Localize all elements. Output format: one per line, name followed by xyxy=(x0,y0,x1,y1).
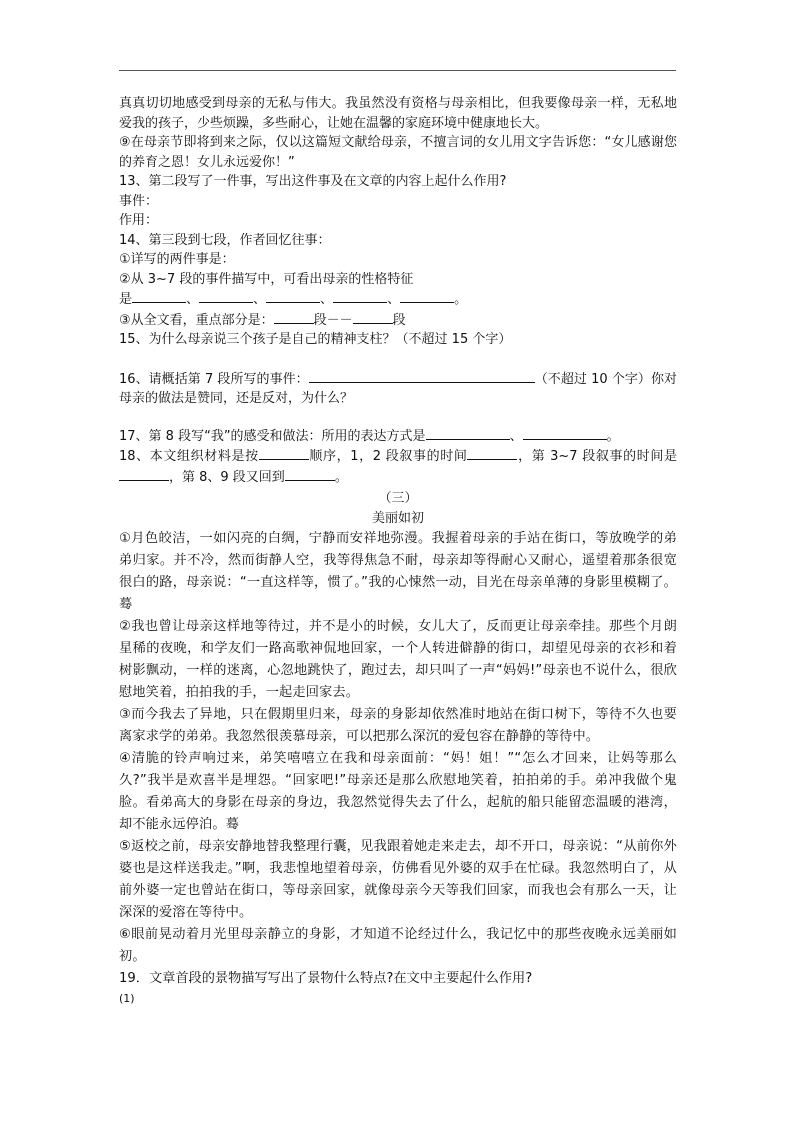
story-title: 美丽如初 xyxy=(371,510,424,526)
story-paragraph: ①月色皎洁，一如闪亮的白绸，宁静而安祥地弥漫。我握着母亲的手站在街口，等放晚学的弟弟归家。并不冷，然而街静人空，我等得焦急不耐，母亲却等得耐心又耐心，遥望着那条很宽很白的路，母亲说：“一直这样等，惯了。”我的心悚然一动，目光在母亲单薄的身影里模糊了。蓦 xyxy=(119,531,677,612)
question-13: 13、第二段写了一件事，写出这件事及在文章的内容上起什么作用? xyxy=(119,174,507,189)
question-14-item-1: ①详写的两件事是： xyxy=(119,252,235,267)
question-18: 18、本文组织材料是按 顺序，1，2 段叙事的时间 ，第 3~7 段叙事的时间是，第 8、9 段又回到 。 xyxy=(119,446,677,487)
question-14: 14、第三段到七段，作者回忆往事： xyxy=(119,232,331,248)
story-paragraph: ④清脆的铃声响过来，弟笑嘻嘻立在我和母亲面前：“妈！姐！”“怎么才回来，让妈等那么久?”我半是欢喜半是埋怨。“回家吧!”母亲还是那么欣慰地笑着，拍拍弟的手。弟冲我做个鬼脸。看弟高大的身影在母亲的身边，我忽然觉得失去了什么，起航的船只能留恋温暖的港湾，却不能永远停泊。蓦 xyxy=(119,751,677,832)
question-17: 17、第 8 段写“我”的感受和做法：所用的表达方式是 、 。 xyxy=(119,426,677,447)
answer-blank[interactable] xyxy=(333,289,387,303)
question-15: 15、为什么母亲说三个孩子是自己的精神支柱？（不超过 15 个字） xyxy=(119,332,512,347)
question-14-item-2: ②从 3~7 段的事件描写中，可看出母亲的性格特征 xyxy=(119,271,414,287)
story-paragraph: ②我也曾让母亲这样地等待过，并不是小的时候，女儿大了，反而更让母亲牵挂。那些个月朗星稀的夜晚，和学友们一路高歌神侃地回家，一个人转进僻静的街口，却望见母亲的衣衫和着树影飘动，一样的迷离，心忽地跳快了，跑过去，却只叫了一声“妈妈!”母亲也不说什么，很欣慰地笑着，拍拍我的手，一起走回家去。 xyxy=(119,619,677,700)
answer-blank[interactable] xyxy=(285,467,335,481)
answer-blank[interactable] xyxy=(426,426,510,440)
paragraph: ⑨在母亲节即将到来之际，仅以这篇短文献给母亲，不擅言词的女儿用文字告诉您：“女儿感谢您的养育之恩！女儿永远爱你！” xyxy=(119,135,677,170)
question-16: 16、请概括第 7 段所写的事件： （不超过 10 个字）你对母亲的做法是赞同，还是反对，为什么？ xyxy=(119,369,677,409)
answer-blank[interactable] xyxy=(467,446,517,460)
question-14-item-3: ③从全文看，重点部分是： 段－－ 段 xyxy=(119,310,677,331)
story-paragraph: ⑥眼前晃动着月光里母亲静立的身影，才知道不论经过什么，我记忆中的那些夜晚永远美丽如初。 xyxy=(119,927,677,964)
answer-label-event: 事件： xyxy=(119,193,159,209)
story-body xyxy=(119,528,677,990)
header-rule xyxy=(119,70,676,71)
answer-blank[interactable] xyxy=(400,289,454,303)
answer-blank[interactable] xyxy=(119,467,169,481)
story-paragraph: ⑤返校之前，母亲安静地替我整理行囊，见我跟着她走来走去，却不开口，母亲说：“从前你外婆也是这样送我走。”啊，我悲惶地望着母亲，仿佛看见外婆的双手在忙碌。我忽然明白了，从前外婆一定也曾站在街口，等母亲回家，就像母亲今天等我们回家，而我也会有那么一天，让深深的爱溶在等待中。 xyxy=(119,839,677,920)
question-19-sub-1: (1) xyxy=(119,992,135,1005)
answer-blank[interactable] xyxy=(274,310,314,324)
answer-blank[interactable] xyxy=(259,446,309,460)
document-body xyxy=(119,94,677,1008)
answer-blank[interactable] xyxy=(523,426,607,440)
answer-blank[interactable] xyxy=(199,289,253,303)
paragraph: 真真切切地感受到母亲的无私与伟大。我虽然没有资格与母亲相比，但我要像母亲一样，无私地爱我的孩子，少些烦躁，多些耐心，让她在温馨的家庭环境中健康地长大。 xyxy=(119,96,677,131)
answer-label-role: 作用： xyxy=(119,213,159,228)
answer-blank[interactable] xyxy=(266,289,320,303)
answer-blank[interactable] xyxy=(353,310,393,324)
answer-blank[interactable] xyxy=(132,289,186,303)
question-14-item-2-blanks: 是 、 、 、 、 。 xyxy=(119,289,677,310)
section-heading: （三） xyxy=(378,491,418,506)
answer-blank[interactable] xyxy=(309,369,535,383)
story-paragraph: ③而今我去了异地，只在假期里归来，母亲的身影却依然准时地站在街口树下，等待不久也要离家求学的弟弟。我忽然很羡慕母亲，可以把那么深沉的爱包容在静静的等待中。 xyxy=(119,707,677,744)
question-19: 19．文章首段的景物描写写出了景物什么特点?在文中主要起什么作用? xyxy=(119,971,533,986)
